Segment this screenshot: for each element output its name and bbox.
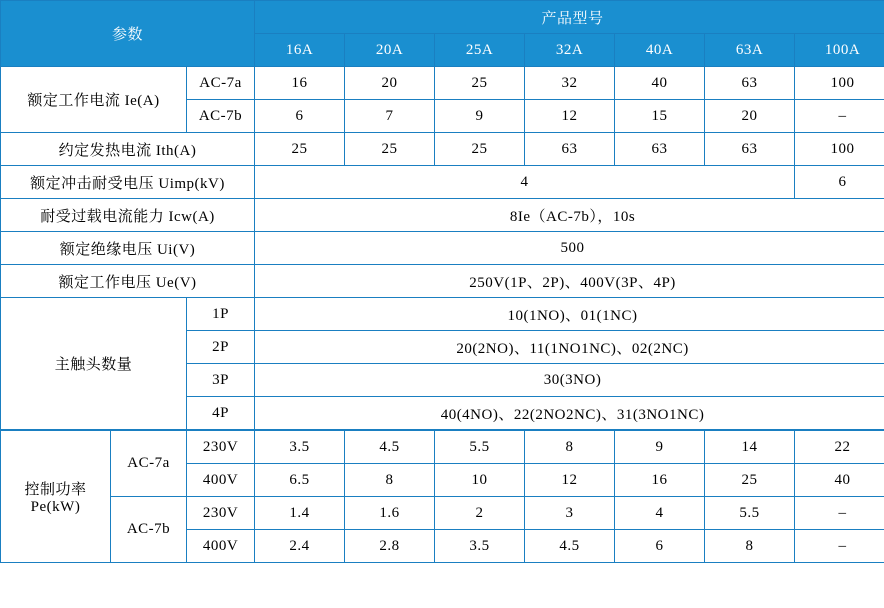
cell-power-ac7b-400v-100a: – <box>795 530 884 563</box>
cell-contacts-4p: 40(4NO)、22(2NO2NC)、31(3NO1NC) <box>255 397 884 430</box>
cell-power-ac7a-400v-63a: 25 <box>705 464 795 497</box>
contact-pole-2p: 2P <box>187 331 255 364</box>
table-row <box>1 199 884 232</box>
power-voltage-ac7b-230v: 230V <box>187 497 255 530</box>
power-group-ac7a: AC-7a <box>111 431 187 497</box>
cell-impulse-voltage-main: 4 <box>255 166 795 199</box>
header-model-16a: 16A <box>255 34 345 67</box>
cell-rated-current-ac7b-100a: – <box>795 100 884 133</box>
power-voltage-ac7a-230v: 230V <box>187 431 255 464</box>
cell-insulation-voltage-value: 500 <box>255 232 884 265</box>
cell-thermal-current-20a: 25 <box>345 133 435 166</box>
header-model-100a: 100A <box>795 34 884 67</box>
cell-contacts-2p: 20(2NO)、11(1NO1NC)、02(2NC) <box>255 331 884 364</box>
cell-power-ac7b-400v-63a: 8 <box>705 530 795 563</box>
cell-power-ac7b-400v-16a: 2.4 <box>255 530 345 563</box>
cell-rated-current-ac7b-32a: 12 <box>525 100 615 133</box>
cell-contacts-3p: 30(3NO) <box>255 364 884 397</box>
power-voltage-ac7b-400v: 400V <box>187 530 255 563</box>
table-row <box>1 166 884 199</box>
cell-impulse-voltage-100a: 6 <box>795 166 884 199</box>
header-param-label: 参数 <box>1 1 255 67</box>
cell-rated-current-ac7b-25a: 9 <box>435 100 525 133</box>
table-row <box>1 67 884 100</box>
row-label-rated-current: 额定工作电流 Ie(A) <box>1 67 187 133</box>
cell-power-ac7a-230v-20a: 4.5 <box>345 431 435 464</box>
header-model-20a: 20A <box>345 34 435 67</box>
contact-pole-4p: 4P <box>187 397 255 430</box>
cell-power-ac7a-230v-40a: 9 <box>615 431 705 464</box>
cell-contacts-1p: 10(1NO)、01(1NC) <box>255 298 884 331</box>
cell-power-ac7b-400v-40a: 6 <box>615 530 705 563</box>
cell-thermal-current-40a: 63 <box>615 133 705 166</box>
cell-rated-current-ac7a-16a: 16 <box>255 67 345 100</box>
power-group-ac7b: AC-7b <box>111 497 187 563</box>
cell-power-ac7b-230v-40a: 4 <box>615 497 705 530</box>
cell-power-ac7a-400v-32a: 12 <box>525 464 615 497</box>
row-label-operational-voltage: 额定工作电压 Ue(V) <box>1 265 255 298</box>
cell-power-ac7b-230v-100a: – <box>795 497 884 530</box>
cell-power-ac7b-230v-63a: 5.5 <box>705 497 795 530</box>
cell-power-ac7a-230v-25a: 5.5 <box>435 431 525 464</box>
row-label-thermal-current: 约定发热电流 Ith(A) <box>1 133 255 166</box>
cell-operational-voltage-value: 250V(1P、2P)、400V(3P、4P) <box>255 265 884 298</box>
table-row <box>1 497 884 530</box>
cell-power-ac7a-400v-100a: 40 <box>795 464 884 497</box>
cell-thermal-current-16a: 25 <box>255 133 345 166</box>
power-voltage-ac7a-400v: 400V <box>187 464 255 497</box>
cell-rated-current-ac7b-20a: 7 <box>345 100 435 133</box>
table-row <box>1 298 884 331</box>
cell-overload-capacity-value: 8Ie（AC-7b），10s <box>255 199 884 232</box>
cell-power-ac7a-400v-25a: 10 <box>435 464 525 497</box>
cell-rated-current-ac7a-100a: 100 <box>795 67 884 100</box>
cell-rated-current-ac7b-63a: 20 <box>705 100 795 133</box>
header-model-40a: 40A <box>615 34 705 67</box>
cell-rated-current-ac7a-40a: 40 <box>615 67 705 100</box>
cell-power-ac7b-400v-32a: 4.5 <box>525 530 615 563</box>
cell-power-ac7a-400v-40a: 16 <box>615 464 705 497</box>
table-row <box>1 431 884 464</box>
row-label-impulse-voltage: 额定冲击耐受电压 Uimp(kV) <box>1 166 255 199</box>
cell-power-ac7b-230v-20a: 1.6 <box>345 497 435 530</box>
cell-power-ac7b-230v-32a: 3 <box>525 497 615 530</box>
row-sub-ac7a: AC-7a <box>187 67 255 100</box>
cell-power-ac7a-230v-100a: 22 <box>795 431 884 464</box>
header-model-label: 产品型号 <box>255 1 884 34</box>
table-row <box>1 265 884 298</box>
cell-power-ac7b-230v-16a: 1.4 <box>255 497 345 530</box>
header-model-25a: 25A <box>435 34 525 67</box>
cell-thermal-current-32a: 63 <box>525 133 615 166</box>
cell-power-ac7a-230v-32a: 8 <box>525 431 615 464</box>
contact-pole-1p: 1P <box>187 298 255 331</box>
contact-pole-3p: 3P <box>187 364 255 397</box>
cell-rated-current-ac7a-25a: 25 <box>435 67 525 100</box>
table-row <box>1 133 884 166</box>
header-model-63a: 63A <box>705 34 795 67</box>
power-table <box>0 430 884 563</box>
cell-power-ac7a-400v-20a: 8 <box>345 464 435 497</box>
cell-rated-current-ac7a-20a: 20 <box>345 67 435 100</box>
cell-thermal-current-25a: 25 <box>435 133 525 166</box>
row-sub-ac7b: AC-7b <box>187 100 255 133</box>
cell-rated-current-ac7b-40a: 15 <box>615 100 705 133</box>
row-label-insulation-voltage: 额定绝缘电压 Ui(V) <box>1 232 255 265</box>
cell-rated-current-ac7b-16a: 6 <box>255 100 345 133</box>
cell-power-ac7b-400v-25a: 3.5 <box>435 530 525 563</box>
row-label-overload-capacity: 耐受过载电流能力 Icw(A) <box>1 199 255 232</box>
cell-rated-current-ac7a-32a: 32 <box>525 67 615 100</box>
cell-thermal-current-100a: 100 <box>795 133 884 166</box>
table-header-row-1 <box>1 1 884 34</box>
row-label-main-contacts: 主触头数量 <box>1 298 187 430</box>
table-row <box>1 232 884 265</box>
header-model-32a: 32A <box>525 34 615 67</box>
cell-power-ac7a-230v-63a: 14 <box>705 431 795 464</box>
cell-power-ac7b-400v-20a: 2.8 <box>345 530 435 563</box>
cell-power-ac7b-230v-25a: 2 <box>435 497 525 530</box>
cell-power-ac7a-230v-16a: 3.5 <box>255 431 345 464</box>
row-label-control-power: 控制功率 Pe(kW) <box>1 431 111 563</box>
cell-thermal-current-63a: 63 <box>705 133 795 166</box>
cell-rated-current-ac7a-63a: 63 <box>705 67 795 100</box>
cell-power-ac7a-400v-16a: 6.5 <box>255 464 345 497</box>
